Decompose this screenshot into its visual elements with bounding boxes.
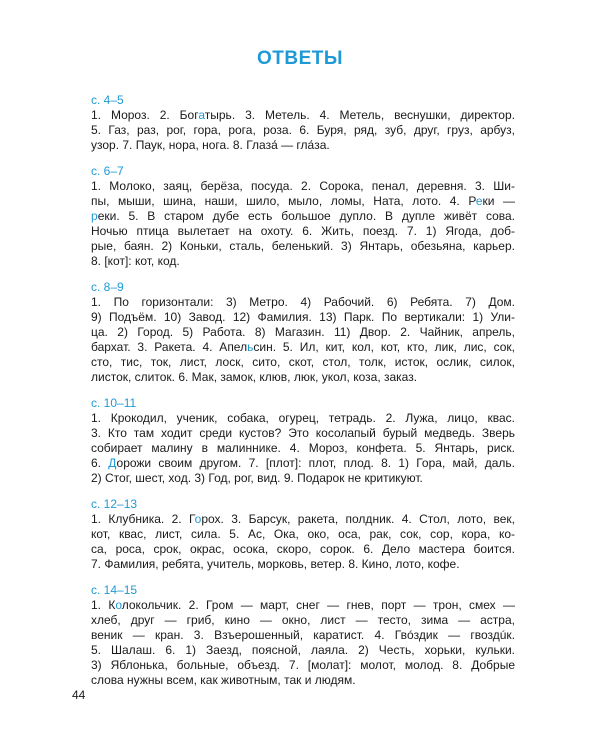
answer-line [91, 108, 515, 123]
answer-line [91, 471, 515, 486]
answer-line [91, 613, 515, 628]
answer-text: кот, квас, лист, сила. 5. Ас, Ока, око, оса, рак, сок, сор, кора, ко- [91, 527, 515, 541]
answer-text: 5. Газ, раз, рог, гора, рога, роза. 6. Буря, ряд, зуб, друг, груз, арбуз, [91, 123, 515, 137]
answer-text: тырь. 3. Метель. 4. Метель, веснушки, директор. [204, 108, 515, 122]
page-number: 44 [72, 688, 86, 702]
highlighted-letter: о [115, 598, 122, 612]
answer-line [91, 598, 515, 613]
answer-line [91, 224, 515, 239]
answer-line [91, 542, 515, 557]
answer-text: 1. Мороз. 2. Бог [91, 108, 199, 122]
answer-text: 6. [91, 456, 109, 470]
answer-line [91, 527, 515, 542]
answer-text: рые, баян. 2) Коньки, сталь, беленький. 3) Янтарь, обезьяна, карьер. [91, 239, 515, 253]
answer-line [91, 340, 515, 355]
answer-text: 1. Клубника. 2. Г [91, 512, 195, 526]
answer-text: са, роса, срок, окрас, осока, скоро, сорок. 6. Дело мастера боится. [91, 542, 515, 556]
highlighted-letter: е [475, 194, 483, 208]
answer-text: собирает малину в малиннике. 4. Мороз, конфета. 5. Янтарь, риск. [91, 441, 515, 455]
answer-line [91, 658, 515, 673]
answer-line [91, 254, 515, 269]
answer-line [91, 325, 515, 340]
answer-line [91, 512, 515, 527]
answer-text: слова нужны всем, как животным, так и людям. [91, 673, 356, 687]
highlighted-letter: о [194, 512, 202, 526]
answer-line [91, 411, 515, 426]
answer-line [91, 138, 515, 153]
answer-text: 3) Яблонька, больные, объезд. 7. [молат]: молот, молод. 8. Добрые [91, 658, 515, 672]
highlighted-letter: Д [108, 456, 117, 470]
answer-section [91, 93, 515, 153]
answer-section [91, 583, 515, 688]
section-pages-label: с. 12–13 [91, 497, 138, 511]
section-pages-label: с. 8–9 [91, 280, 124, 294]
section-pages-label: с. 10–11 [91, 396, 137, 410]
answer-text: локольчик. 2. Гром — март, снег — гнев, порт — трон, смех — [121, 598, 515, 612]
answer-text: орожи своим другом. 7. [плот]: плот, плод. 8. 1) Гора, май, даль. [116, 456, 515, 470]
answer-text: 9) Подъём. 10) Завод. 12) Фамилия. 13) Парк. По вертикали: 1) Ули- [91, 310, 515, 324]
answer-line [91, 426, 515, 441]
highlighted-letter: а [198, 108, 205, 122]
answer-section [91, 497, 515, 572]
answer-text: еки. 5. В старом дубе есть большое дупло. В дупле живёт сова. [97, 209, 515, 223]
answer-line [91, 239, 515, 254]
answer-text: 1. Молоко, заяц, берёза, посуда. 2. Сорока, пенал, деревня. 3. Ши- [91, 179, 515, 193]
answer-text: рох. 3. Барсук, ракета, полдник. 4. Стол, лото, век, [201, 512, 515, 526]
answer-line [91, 310, 515, 325]
answer-text: 1. Крокодил, ученик, собака, огурец, тетрадь. 2. Лужа, лицо, квас. [91, 411, 515, 425]
section-pages-label: с. 14–15 [91, 583, 138, 597]
answer-text: хлеб, друг — гриб, кино — окно, лист — тесто, зима — астра, [91, 613, 515, 627]
answer-text: 3. Кто там ходит среди кустов? Это косолапый бурый медведь. Зверь [91, 426, 515, 440]
section-pages-label: с. 4–5 [91, 93, 124, 107]
answer-text: пы, мыши, шина, наши, шило, мыло, ломы, Ната, лото. 4. Р [91, 194, 476, 208]
answer-line [91, 673, 515, 688]
answer-text: 7. Фамилия, ребята, учитель, морковь, ветер. 8. Кино, лото, кофе. [91, 557, 460, 571]
answer-line [91, 295, 515, 310]
answer-text: 8. [кот]: кот, код. [91, 254, 180, 268]
answer-text: веник — кран. 3. Взъерошенный, каратист. 4. Гвóздик — гвоздúк. [91, 628, 515, 642]
answer-line [91, 209, 515, 224]
answer-text: ки — [482, 194, 516, 208]
answer-line [91, 441, 515, 456]
section-pages-label: с. 6–7 [91, 164, 124, 178]
answer-section [91, 164, 515, 269]
answer-text: 5. Шалаш. 6. 1) Заезд, поясной, лаяла. 2) Честь, хорьки, кульки. [91, 643, 515, 657]
answer-text: сто, тис, ток, лист, лоск, сито, скот, стол, толк, исток, ослик, силок, [91, 355, 515, 369]
answer-text: 1. К [91, 598, 116, 612]
answer-text: 2) Стог, шест, ход. 3) Год, рог, вид. 9. Подарок не критикуют. [91, 471, 423, 485]
answer-section [91, 280, 515, 385]
answers-list [91, 93, 515, 699]
answer-line [91, 628, 515, 643]
answer-text: Ночью птица вылетает на охоту. 6. Жить, поезд. 7. 1) Ягода, доб- [91, 224, 515, 238]
answer-line [91, 355, 515, 370]
answer-line [91, 643, 515, 658]
page-title: ОТВЕТЫ [257, 48, 343, 69]
answer-text: листок, слиток. 6. Мак, замок, клюв, люк, укол, коза, заказ. [91, 370, 418, 384]
answer-text: ца. 2) Город. 5) Работа. 8) Магазин. 11) Двор. 2. Чайник, апрель, [91, 325, 515, 339]
answer-text: узор. 7. Паук, нора, нога. 8. Глаза́ — гла́за. [91, 138, 330, 152]
answer-section [91, 396, 515, 486]
highlighted-letter: ь [247, 340, 254, 354]
answer-line [91, 123, 515, 138]
answer-text: 1. По горизонтали: 3) Метро. 4) Рабочий. 6) Ребята. 7) Дом. [91, 295, 515, 309]
answer-line [91, 557, 515, 572]
answer-line [91, 179, 515, 194]
answer-line [91, 370, 515, 385]
answer-line [91, 456, 515, 471]
answer-text: син. 5. Ил, кит, кол, кот, кто, лик, лис, сок, [253, 340, 515, 354]
answer-text: бархат. 3. Ракета. 4. Апел [91, 340, 248, 354]
highlighted-letter: р [91, 209, 98, 223]
answer-line [91, 194, 515, 209]
